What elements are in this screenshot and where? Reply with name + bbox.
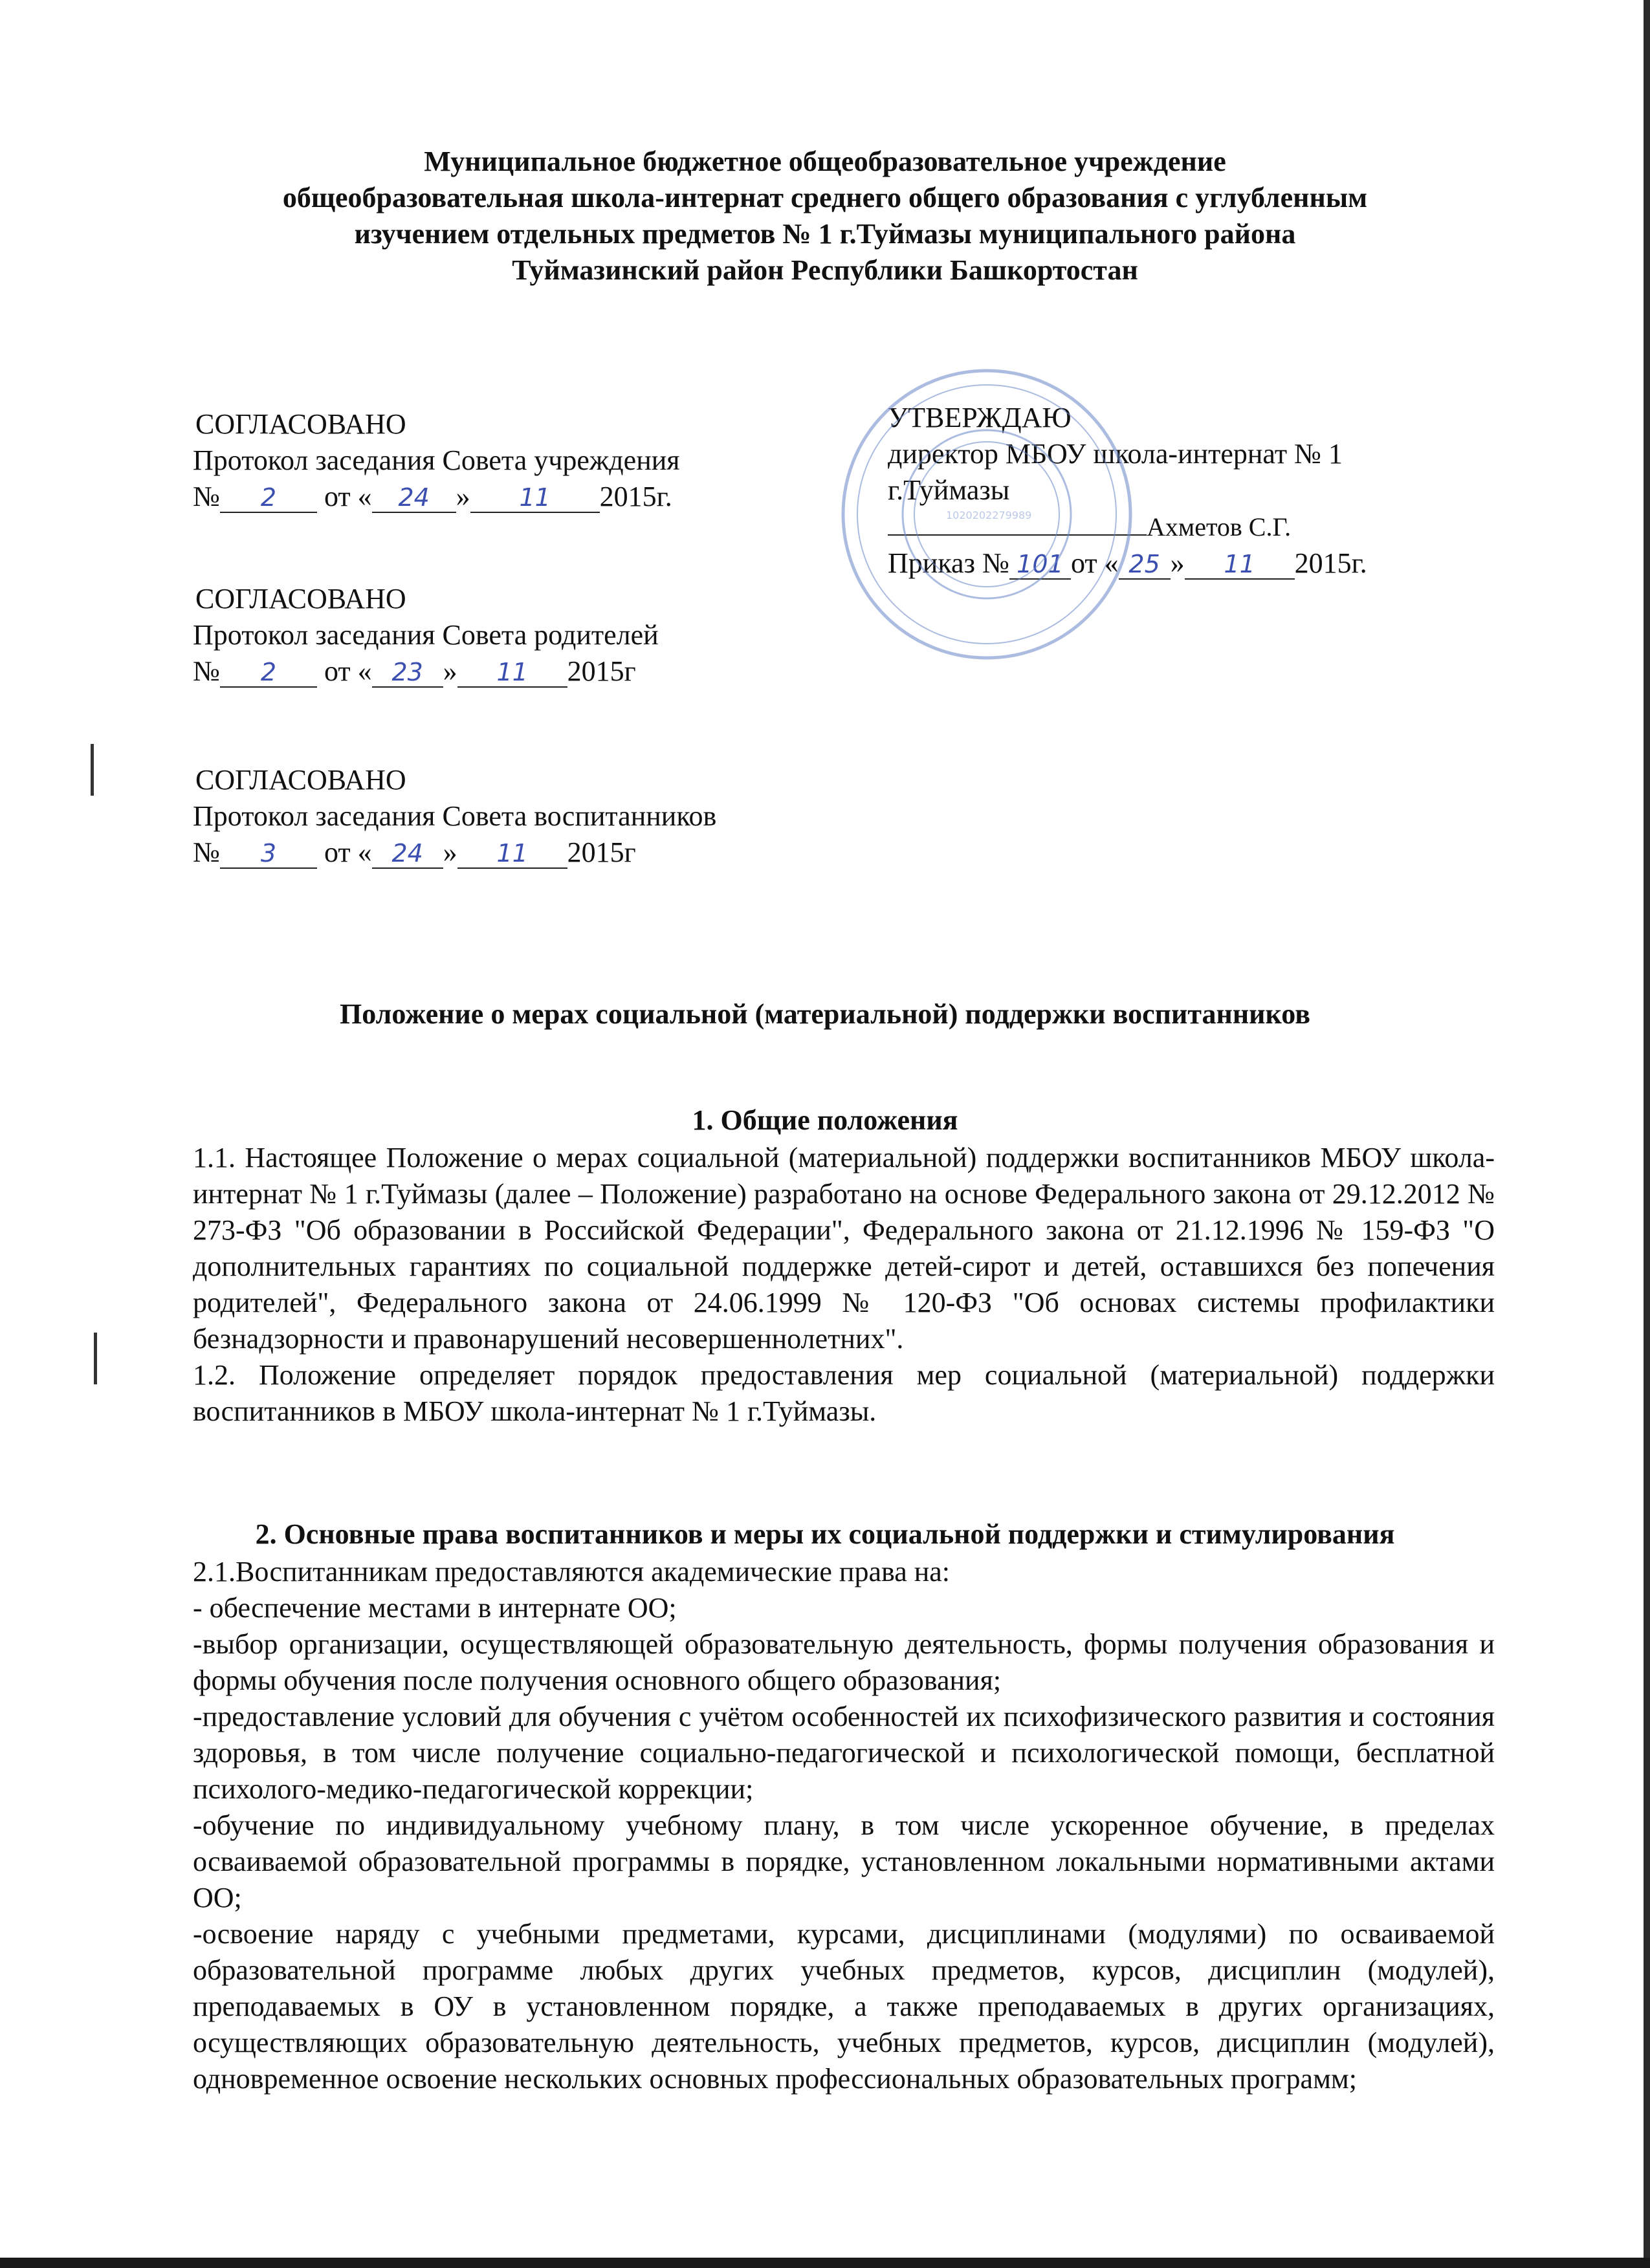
- scan-edge-right: [1644, 0, 1650, 2268]
- approval-protocol: Протокол заседания Совета учреждения: [193, 444, 680, 476]
- approval-council-institution: [193, 406, 680, 515]
- section-2-title: 2. Основные права воспитанников и меры их социальной поддержки и стимулирования: [255, 1518, 1395, 1550]
- handwritten-day: 24: [398, 483, 430, 512]
- approval-heading: СОГЛАСОВАНО: [195, 408, 406, 440]
- margin-mark: [94, 1333, 97, 1384]
- institution-header: [194, 144, 1456, 289]
- handwritten-order-number: 101: [1017, 550, 1064, 578]
- paragraph: 1.1. Настоящее Положение о мерах социальной (материальной) поддержки воспитанников МБОУ школа-интернат № 1 г.Туймазы (далее – Положение) разработано на основе Федерального закона от 29.12.2012 № 273-ФЗ "Об образовании в Российской Федерации", Федерального закона от 21.12.1996 № 159-ФЗ "О дополнительных гарантиях по социальной поддержке детей-сирот и детей, оставшихся без попечения родителей", Федерального закона от 24.06.1999 № 120-ФЗ "Об основах системы профилактики безнадзорности и правонарушений несовершеннолетних".: [193, 1142, 1495, 1355]
- round-seal-stamp: [835, 362, 1139, 666]
- approval-protocol-number-line: № 2 от « 24 » 11 2015г.: [193, 481, 672, 512]
- approval-heading: СОГЛАСОВАНО: [195, 764, 406, 796]
- director-position: директор МБОУ школа-интернат № 1: [888, 438, 1343, 470]
- paragraph: -обучение по индивидуальному учебному плану, в том числе ускоренное обучение, в пределах осваиваемой образовательной программы в порядке, установленном локальными нормативными актами ОО;: [193, 1809, 1495, 1914]
- handwritten-month: 11: [519, 483, 551, 512]
- approval-protocol: Протокол заседания Совета родителей: [193, 619, 659, 651]
- paragraph: -выбор организации, осуществляющей образовательную деятельность, формы получения образования и формы обучения после получения основного общего образования;: [193, 1628, 1495, 1696]
- handwritten-number: 2: [260, 658, 277, 686]
- handwritten-number: 3: [260, 839, 277, 867]
- approval-protocol-number-line: № 2 от « 23 » 11 2015г: [193, 655, 636, 687]
- approval-heading: УТВЕРЖДАЮ: [888, 402, 1072, 433]
- scan-edge-bottom: [0, 2258, 1650, 2268]
- margin-mark: [91, 744, 94, 796]
- paragraph: 2.1.Воспитанникам предоставляются академические права на:: [193, 1556, 951, 1587]
- handwritten-month: 11: [496, 658, 528, 686]
- paragraph: 1.2. Положение определяет порядок предоставления мер социальной (материальной) поддержки воспитанников в МБОУ школа-интернат № 1 г.Туймазы.: [193, 1359, 1495, 1427]
- handwritten-month: 11: [1224, 550, 1255, 578]
- director-name: Ахметов С.Г.: [1147, 512, 1292, 541]
- approval-protocol-number-line: № 3 от « 24 » 11 2015г: [193, 836, 636, 868]
- header-line: Туймазинский район Республики Башкортостан: [512, 254, 1138, 286]
- approval-heading: СОГЛАСОВАНО: [195, 583, 406, 615]
- handwritten-day: 24: [391, 839, 423, 867]
- paragraph: - обеспечение местами в интернате ОО;: [193, 1592, 677, 1624]
- section-2-body: [193, 1554, 1495, 2097]
- approval-protocol: Протокол заседания Совета воспитанников: [193, 800, 717, 832]
- document-title: Положение о мерах социальной (материальной) поддержки воспитанников: [340, 998, 1310, 1030]
- section-1-title: 1. Общие положения: [692, 1104, 958, 1136]
- header-line: Муниципальное бюджетное общеобразовательное учреждение: [424, 146, 1226, 177]
- approval-council-pupils: [193, 762, 716, 871]
- header-line: общеобразовательная школа-интернат среднего общего образования с углубленным: [282, 182, 1368, 213]
- paragraph: -предоставление условий для обучения с учётом особенностей их психофизического развития и состояния здоровья, в том числе получение социально-педагогической и психологической помощи, бесплатной психолого-медико-педагогической коррекции;: [193, 1701, 1495, 1805]
- order-number-line: Приказ № 101 от « 25 » 11 2015г.: [888, 547, 1367, 579]
- handwritten-number: 2: [260, 483, 277, 512]
- header-line: изучением отдельных предметов № 1 г.Туймазы муниципального района: [354, 218, 1296, 250]
- handwritten-day: 25: [1128, 550, 1160, 578]
- paragraph: -освоение наряду с учебными предметами, курсами, дисциплинами (модулями) по осваиваемой образовательной программе любых других учебных предметов, курсов, дисциплин (модулей), преподаваемых в ОУ в установленном порядке, а также преподаваемых в других организациях, осуществляющих образовательную деятельность, учебных предметов, курсов, дисциплин (модулей), одновременное освоение нескольких основных профессиональных образовательных программ;: [193, 1918, 1495, 2095]
- handwritten-month: 11: [496, 839, 528, 867]
- section-1-body: [193, 1140, 1495, 1430]
- director-city: г.Туймазы: [888, 474, 1010, 506]
- approval-council-parents: [193, 581, 659, 690]
- handwritten-day: 23: [391, 658, 423, 686]
- seal-code: 1020202279989: [946, 509, 1032, 521]
